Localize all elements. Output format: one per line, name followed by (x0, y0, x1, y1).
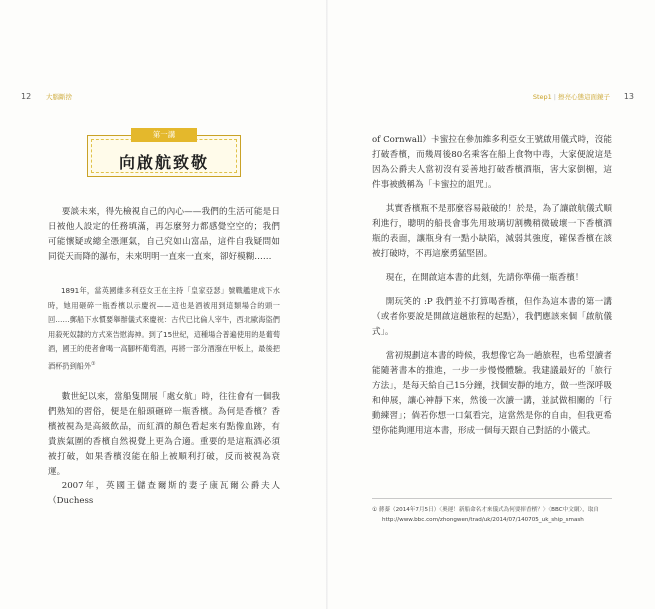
left-para-1 (48, 205, 280, 274)
left-para-3 (48, 479, 280, 518)
left-para-1-text: 要談未來，得先檢視自己的內心——我們的生活可能是日日被他人設定的任務填滿，再怎麼努力都感覺空空的；我們可能懷疑或總全憑運氣，自己究如山富品，這件自我疑問如同從天而降的瀑布，未來明明一直來一直來，卻好模糊…… (48, 207, 280, 262)
left-quote-body: 1891年，當英國維多利亞女王在主持「皇家亞瑟」號戰艦建成下水時，她用砸碎一瓶香檳以示慶祝——這也是酒被用到這類場合的頭一回……郵船下水慣要舉辦儀式來慶祝：古代已比倫人宰牛，西北歐海盜們用殺死奴隸的方式來告慰海神。到了15世紀，這種場合普遍使用的是葡萄酒，國王的使者會喝一高腳杯葡萄酒，再將一部分酒潑在甲板上，最後把酒杯扔到船外 (48, 286, 280, 370)
chapter-tab: 第一講 (131, 128, 197, 142)
left-quote-text (48, 284, 280, 373)
left-page-number: 12 (21, 92, 32, 101)
left-para-2-text: 數世紀以來，當船隻開展「處女航」時，往往會有一個我們熟知的習俗，便是在船頭砸碎一瓶香檳。為何是香檳？香檳被視為是高級飲品，而紅酒的顏色看起來有點像血跡，有貴族氣圍的香檳自然視覺上更為合適。重要的是這瓶酒必須被打破，如果香檳沒能在船上被順利打破，反而被視為衰運。 (48, 392, 280, 477)
footnote-url: http://www.bbc.com/zhongwen/trad/uk/2014/07/140705_uk_ship_smash (382, 517, 584, 523)
right-body (372, 133, 612, 448)
left-para-3-text: 2007年，英國王儲查爾斯的妻子康瓦爾公爵夫人（Duchess (48, 481, 280, 506)
footnote-text: ① 蔣蓁（2014年7月5日）〈奧運！新船命名才來儀式為何要摔香檳？〉〈BBC中文網〉，取自 (372, 507, 600, 513)
footnote (372, 505, 612, 525)
footnote-ref: ① (91, 360, 96, 367)
chapter-title: 向啟航致敬 (118, 153, 209, 172)
right-title-label: 擦亮心態這面鏡子 (558, 93, 610, 101)
right-para-3: 現在，在開啟這本書的此刻，先請你準備一瓶香檳！ (385, 273, 584, 283)
right-para-4: 開玩笑的 :P 我們並不打算喝香檳，但作為這本書的第一講（或者你要說是開啟這趟旅程的起點），我們應該來個「啟航儀式」。 (372, 297, 612, 337)
right-para-5: 當初規劃這本書的時候，我想像它為一趟旅程，也希望讀者能隨著書本的推進，一步一步慢慢體驗。我建議最好的「旅行方法」，是每天給自己15分鐘，找個安靜的地方，做一些深呼吸和伸展，讓心神靜下來，然後一次讀一講，並試做相關的「行動練習」；倘若你想一口氣看完，這當然是你的自由，但我更希望你能夠運用這本書，形成一個每天跟自己對話的小儀式。 (372, 351, 612, 436)
right-step-label: Step1 (532, 93, 552, 101)
right-page-number: 13 (623, 92, 634, 101)
left-quote-block (48, 284, 280, 373)
book-gutter (326, 0, 328, 609)
right-running-title: Step1 | 擦亮心態這面鏡子 (532, 93, 610, 101)
right-para-2: 其實香檳瓶不是那麼容易敲破的！於是，為了讓啟航儀式順利進行，聰明的船長會事先用玻璃切割機稍微破壞一下香檳酒瓶的表面，讓瓶身有一點小缺陷，減弱其強度，確保香檳在該被打破時，不再這麼勇猛堅固。 (372, 204, 612, 259)
right-para-1: of Cornwall）卡蜜拉在參加維多利亞女王號啟用儀式時，沒能打破香檳，而幾周後80名乘客在船上食物中毒，大家便說這是因為公爵夫人當初沒有妥善地打破香檳酒瓶，害大家倒楣，這件事被戲稱為「卡蜜拉的詛咒」。 (372, 135, 612, 190)
footnote-divider (372, 498, 612, 499)
left-running-title: 大腦斷捨 (46, 93, 72, 101)
left-para-2 (48, 390, 280, 489)
